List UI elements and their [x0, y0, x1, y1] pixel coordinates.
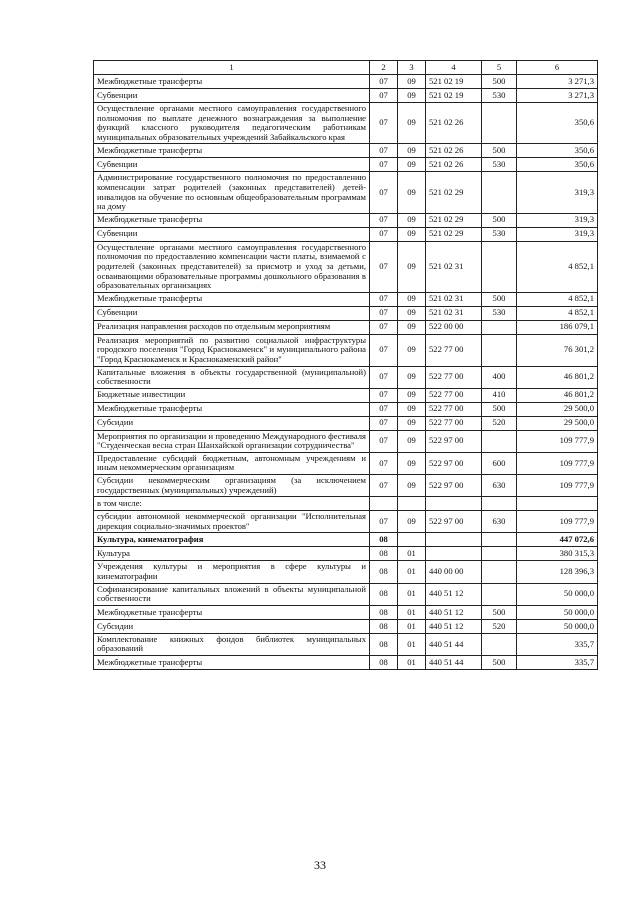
expense-type-cell: 410 — [482, 388, 517, 402]
table-row — [94, 533, 598, 547]
section-code-cell: 08 — [370, 533, 398, 547]
row-name-cell: Субвенции — [94, 306, 370, 320]
expense-type-cell: 400 — [482, 366, 517, 388]
target-article-cell: 440 00 00 — [426, 561, 482, 583]
subsection-code-cell: 09 — [398, 430, 426, 452]
section-code-cell: 07 — [370, 402, 398, 416]
subsection-code-cell: 09 — [398, 388, 426, 402]
amount-cell — [517, 497, 598, 511]
target-article-cell — [426, 547, 482, 561]
table-row — [94, 388, 598, 402]
subsection-code-cell: 09 — [398, 475, 426, 497]
target-article-cell: 522 97 00 — [426, 511, 482, 533]
amount-cell: 109 777,9 — [517, 452, 598, 474]
section-code-cell: 07 — [370, 452, 398, 474]
expense-type-cell: 530 — [482, 89, 517, 103]
header-cell: 2 — [370, 61, 398, 75]
amount-cell: 4 852,1 — [517, 292, 598, 306]
section-code-cell: 07 — [370, 388, 398, 402]
header-cell: 6 — [517, 61, 598, 75]
row-name-cell: Культура, кинематография — [94, 533, 370, 547]
row-name-cell: Культура — [94, 547, 370, 561]
target-article-cell — [426, 533, 482, 547]
amount-cell: 350,6 — [517, 103, 598, 144]
subsection-code-cell: 01 — [398, 561, 426, 583]
row-name-cell: Мероприятия по организации и проведению Международного фестиваля "Студенческая весна стран Шанхайской организации сотрудничества" — [94, 430, 370, 452]
subsection-code-cell: 01 — [398, 583, 426, 605]
target-article-cell: 522 77 00 — [426, 388, 482, 402]
section-code-cell: 08 — [370, 561, 398, 583]
expense-type-cell — [482, 547, 517, 561]
expense-type-cell: 500 — [482, 144, 517, 158]
row-name-cell: Субсидии — [94, 619, 370, 633]
subsection-code-cell: 09 — [398, 227, 426, 241]
amount-cell: 4 852,1 — [517, 306, 598, 320]
section-code-cell: 07 — [370, 430, 398, 452]
expense-type-cell — [482, 561, 517, 583]
subsection-code-cell: 09 — [398, 103, 426, 144]
table-row — [94, 89, 598, 103]
subsection-code-cell: 01 — [398, 605, 426, 619]
target-article-cell: 522 77 00 — [426, 366, 482, 388]
section-code-cell: 08 — [370, 633, 398, 655]
section-code-cell: 07 — [370, 227, 398, 241]
subsection-code-cell: 09 — [398, 144, 426, 158]
section-code-cell: 07 — [370, 334, 398, 366]
table-row — [94, 292, 598, 306]
target-article-cell: 522 77 00 — [426, 334, 482, 366]
amount-cell: 50 000,0 — [517, 583, 598, 605]
section-code-cell: 07 — [370, 158, 398, 172]
amount-cell: 350,6 — [517, 144, 598, 158]
section-code-cell: 07 — [370, 320, 398, 334]
section-code-cell: 07 — [370, 75, 398, 89]
section-code-cell: 07 — [370, 475, 398, 497]
target-article-cell: 521 02 31 — [426, 241, 482, 292]
target-article-cell: 521 02 19 — [426, 75, 482, 89]
section-code-cell: 07 — [370, 103, 398, 144]
amount-cell: 4 852,1 — [517, 241, 598, 292]
row-name-cell: Межбюджетные трансферты — [94, 605, 370, 619]
amount-cell: 46 801,2 — [517, 388, 598, 402]
expense-type-cell: 520 — [482, 619, 517, 633]
target-article-cell: 522 97 00 — [426, 430, 482, 452]
expense-type-cell — [482, 241, 517, 292]
table-row — [94, 144, 598, 158]
table-row — [94, 334, 598, 366]
expense-type-cell: 600 — [482, 452, 517, 474]
target-article-cell: 440 51 12 — [426, 605, 482, 619]
table-row — [94, 75, 598, 89]
target-article-cell: 521 02 29 — [426, 172, 482, 213]
table-row — [94, 497, 598, 511]
table-row — [94, 547, 598, 561]
row-name-cell: Реализация направления расходов по отдельным мероприятиям — [94, 320, 370, 334]
section-code-cell — [370, 497, 398, 511]
section-code-cell: 07 — [370, 89, 398, 103]
row-name-cell: Субвенции — [94, 227, 370, 241]
subsection-code-cell: 09 — [398, 334, 426, 366]
target-article-cell: 521 02 29 — [426, 213, 482, 227]
table-row — [94, 633, 598, 655]
target-article-cell: 522 77 00 — [426, 402, 482, 416]
header-cell: 4 — [426, 61, 482, 75]
row-name-cell: Межбюджетные трансферты — [94, 656, 370, 670]
subsection-code-cell: 09 — [398, 402, 426, 416]
subsection-code-cell: 09 — [398, 213, 426, 227]
expense-type-cell: 500 — [482, 402, 517, 416]
table-row — [94, 416, 598, 430]
section-code-cell: 07 — [370, 292, 398, 306]
amount-cell: 109 777,9 — [517, 511, 598, 533]
amount-cell: 128 396,3 — [517, 561, 598, 583]
target-article-cell — [426, 497, 482, 511]
expense-type-cell: 500 — [482, 656, 517, 670]
table-row — [94, 402, 598, 416]
header-cell: 5 — [482, 61, 517, 75]
amount-cell: 319,3 — [517, 227, 598, 241]
amount-cell: 76 301,2 — [517, 334, 598, 366]
amount-cell: 350,6 — [517, 158, 598, 172]
amount-cell: 319,3 — [517, 213, 598, 227]
row-name-cell: Осуществление органами местного самоуправления государственного полномочия по выплате денежного вознаграждения за выполнение функций классного руководителя педагогическим работникам муниципальных образовательных учреждений Забайкальского края — [94, 103, 370, 144]
page-number: 33 — [314, 858, 326, 872]
expense-type-cell — [482, 430, 517, 452]
row-name-cell: субсидии автономной некоммерческой организации "Исполнительная дирекция социально-значимых проектов" — [94, 511, 370, 533]
section-code-cell: 08 — [370, 547, 398, 561]
subsection-code-cell: 09 — [398, 158, 426, 172]
budget-table — [93, 60, 598, 670]
target-article-cell: 521 02 26 — [426, 103, 482, 144]
table-row — [94, 475, 598, 497]
expense-type-cell: 500 — [482, 605, 517, 619]
target-article-cell: 521 02 19 — [426, 89, 482, 103]
target-article-cell: 440 51 12 — [426, 619, 482, 633]
section-code-cell: 07 — [370, 241, 398, 292]
amount-cell: 335,7 — [517, 656, 598, 670]
subsection-code-cell: 01 — [398, 619, 426, 633]
expense-type-cell: 500 — [482, 213, 517, 227]
table-row — [94, 158, 598, 172]
target-article-cell: 521 02 29 — [426, 227, 482, 241]
row-name-cell: в том числе: — [94, 497, 370, 511]
table-row — [94, 306, 598, 320]
expense-type-cell: 520 — [482, 416, 517, 430]
expense-type-cell: 530 — [482, 306, 517, 320]
section-code-cell: 08 — [370, 619, 398, 633]
subsection-code-cell: 09 — [398, 292, 426, 306]
expense-type-cell: 630 — [482, 511, 517, 533]
amount-cell: 335,7 — [517, 633, 598, 655]
target-article-cell: 522 77 00 — [426, 416, 482, 430]
table-row — [94, 656, 598, 670]
expense-type-cell: 500 — [482, 75, 517, 89]
subsection-code-cell: 09 — [398, 511, 426, 533]
expense-type-cell: 530 — [482, 158, 517, 172]
table-row — [94, 227, 598, 241]
target-article-cell: 522 97 00 — [426, 452, 482, 474]
subsection-code-cell — [398, 497, 426, 511]
table-row — [94, 241, 598, 292]
amount-cell: 186 079,1 — [517, 320, 598, 334]
subsection-code-cell: 09 — [398, 416, 426, 430]
table-row — [94, 172, 598, 213]
row-name-cell: Межбюджетные трансферты — [94, 75, 370, 89]
amount-cell: 50 000,0 — [517, 605, 598, 619]
table-row — [94, 605, 598, 619]
row-name-cell: Межбюджетные трансферты — [94, 144, 370, 158]
subsection-code-cell: 09 — [398, 241, 426, 292]
subsection-code-cell: 09 — [398, 75, 426, 89]
row-name-cell: Реализация мероприятий по развитию социальной инфраструктуры городского поселения "Город Краснокаменск" и муниципального района "Город Краснокаменск и Краснокаменский район" — [94, 334, 370, 366]
row-name-cell: Межбюджетные трансферты — [94, 402, 370, 416]
amount-cell: 46 801,2 — [517, 366, 598, 388]
target-article-cell: 522 00 00 — [426, 320, 482, 334]
table-row — [94, 213, 598, 227]
row-name-cell: Администрирование государственного полномочия по предоставлению компенсации затрат родителей (законных представителей) детей-инвалидов на обучение по основным общеобразовательным программам на дому — [94, 172, 370, 213]
row-name-cell: Учреждения культуры и мероприятия в сфере культуры и кинематографии — [94, 561, 370, 583]
subsection-code-cell: 09 — [398, 89, 426, 103]
subsection-code-cell: 09 — [398, 320, 426, 334]
expense-type-cell — [482, 533, 517, 547]
section-code-cell: 07 — [370, 306, 398, 320]
subsection-code-cell: 01 — [398, 547, 426, 561]
section-code-cell: 07 — [370, 366, 398, 388]
target-article-cell: 440 51 44 — [426, 633, 482, 655]
row-name-cell: Софинансирование капитальных вложений в объекты муниципальной собственности — [94, 583, 370, 605]
row-name-cell: Субвенции — [94, 89, 370, 103]
table-row — [94, 452, 598, 474]
expense-type-cell: 630 — [482, 475, 517, 497]
section-code-cell: 08 — [370, 656, 398, 670]
table-row — [94, 320, 598, 334]
amount-cell: 109 777,9 — [517, 475, 598, 497]
table-row — [94, 103, 598, 144]
header-cell: 1 — [94, 61, 370, 75]
subsection-code-cell: 09 — [398, 306, 426, 320]
section-code-cell: 07 — [370, 144, 398, 158]
target-article-cell: 521 02 31 — [426, 306, 482, 320]
expense-type-cell: 530 — [482, 227, 517, 241]
target-article-cell: 521 02 31 — [426, 292, 482, 306]
subsection-code-cell: 09 — [398, 452, 426, 474]
amount-cell: 319,3 — [517, 172, 598, 213]
amount-cell: 3 271,3 — [517, 75, 598, 89]
table-row — [94, 511, 598, 533]
amount-cell: 50 000,0 — [517, 619, 598, 633]
subsection-code-cell: 01 — [398, 633, 426, 655]
row-name-cell: Капитальные вложения в объекты государственной (муниципальной) собственности — [94, 366, 370, 388]
expense-type-cell — [482, 633, 517, 655]
section-code-cell: 08 — [370, 605, 398, 619]
amount-cell: 380 315,3 — [517, 547, 598, 561]
amount-cell: 109 777,9 — [517, 430, 598, 452]
section-code-cell: 08 — [370, 583, 398, 605]
table-row — [94, 583, 598, 605]
subsection-code-cell: 09 — [398, 366, 426, 388]
target-article-cell: 521 02 26 — [426, 144, 482, 158]
expense-type-cell — [482, 103, 517, 144]
row-name-cell: Предоставление субсидий бюджетным, автономным учреждениям и иным некоммерческим организациям — [94, 452, 370, 474]
amount-cell: 447 072,6 — [517, 533, 598, 547]
expense-type-cell — [482, 497, 517, 511]
expense-type-cell — [482, 320, 517, 334]
target-article-cell: 521 02 26 — [426, 158, 482, 172]
target-article-cell: 440 51 12 — [426, 583, 482, 605]
header-cell: 3 — [398, 61, 426, 75]
target-article-cell: 522 97 00 — [426, 475, 482, 497]
header-row — [94, 61, 598, 75]
amount-cell: 29 500,0 — [517, 416, 598, 430]
expense-type-cell: 500 — [482, 292, 517, 306]
expense-type-cell — [482, 172, 517, 213]
section-code-cell: 07 — [370, 416, 398, 430]
table-row — [94, 366, 598, 388]
row-name-cell: Субсидии некоммерческим организациям (за исключением государственных (муниципальных) учреждений) — [94, 475, 370, 497]
subsection-code-cell: 09 — [398, 172, 426, 213]
row-name-cell: Межбюджетные трансферты — [94, 292, 370, 306]
subsection-code-cell — [398, 533, 426, 547]
subsection-code-cell: 01 — [398, 656, 426, 670]
row-name-cell: Осуществление органами местного самоуправления государственного полномочия по предоставлению компенсации части платы, взимаемой с родителей (законных представителей) за присмотр и уход за детьми, осваивающими образовательные программы дошкольного образования в образовательных организациях — [94, 241, 370, 292]
section-code-cell: 07 — [370, 511, 398, 533]
amount-cell: 29 500,0 — [517, 402, 598, 416]
expense-type-cell — [482, 334, 517, 366]
table-row — [94, 561, 598, 583]
section-code-cell: 07 — [370, 213, 398, 227]
expense-type-cell — [482, 583, 517, 605]
table-row — [94, 430, 598, 452]
table-row — [94, 619, 598, 633]
row-name-cell: Бюджетные инвестиции — [94, 388, 370, 402]
row-name-cell: Субсидии — [94, 416, 370, 430]
row-name-cell: Комплектование книжных фондов библиотек муниципальных образований — [94, 633, 370, 655]
section-code-cell: 07 — [370, 172, 398, 213]
target-article-cell: 440 51 44 — [426, 656, 482, 670]
amount-cell: 3 271,3 — [517, 89, 598, 103]
row-name-cell: Межбюджетные трансферты — [94, 213, 370, 227]
row-name-cell: Субвенции — [94, 158, 370, 172]
